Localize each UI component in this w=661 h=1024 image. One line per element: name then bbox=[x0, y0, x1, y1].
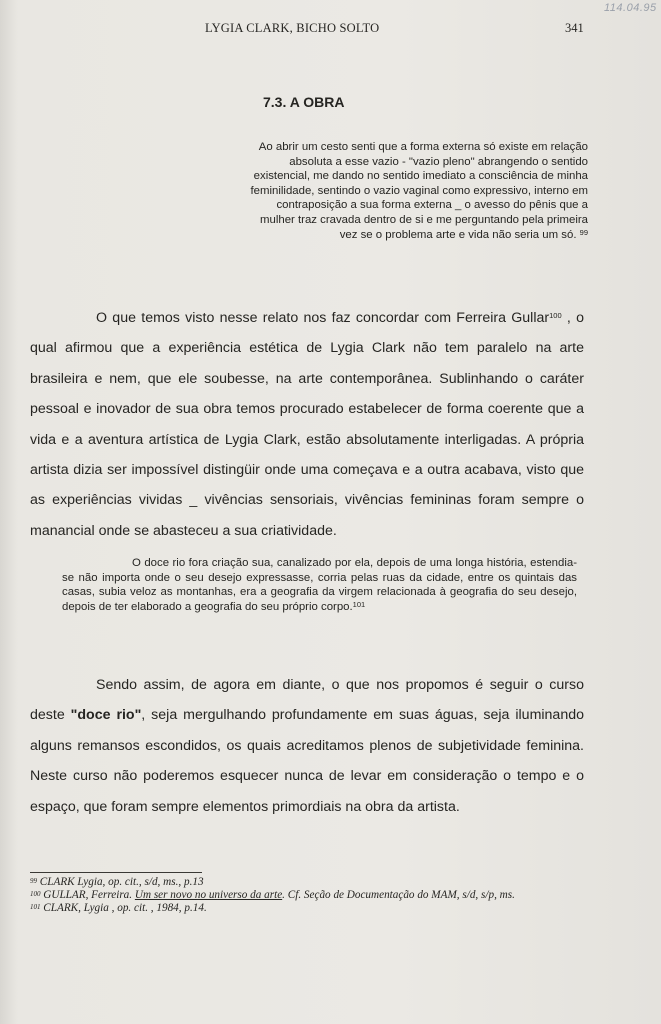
footnote-text-a: GULLAR, Ferreira. bbox=[43, 889, 135, 901]
running-header: LYGIA CLARK, BICHO SOLTO bbox=[205, 21, 380, 35]
page-number: 341 bbox=[565, 21, 584, 35]
footnote-divider bbox=[30, 872, 202, 873]
epigraph-text: Ao abrir um cesto senti que a forma externa só existe em relação absoluta a esse vazio - "vazio pleno" abrangendo o sentido existencial, me dando no sentido imediato a consciência de minha feminilidade, sentindo o vazio vaginal como expressivo, interno em contraposição a sua forma externa _ o avesso do pênis que a mulher traz cravada dentro de si e me perguntando pela primeira vez se o problema arte e vida não seria um só. bbox=[250, 141, 588, 241]
footnote-ref-100: 100 bbox=[549, 311, 562, 320]
footnote-number: 99 bbox=[30, 877, 37, 885]
emphasis-doce-rio: "doce rio" bbox=[70, 707, 142, 724]
block-quote-text: O doce rio fora criação sua, canalizado por ela, depois de uma longa história, estendia-se não importa onde o seu desejo expressasse, corria pelas ruas da cidade, entre os quintais das casas, subia veloz as montanhas, era a geografia da virgem relacionada à geografia do seu desejo, depois de ter elaborado a geografia do seu próprio corpo. bbox=[62, 557, 577, 613]
paragraph-1-text-b: , o qual afirmou que a experiência estética de Lygia Clark não tem paralelo na arte brasileira e nem, que ele soubesse, na arte contemporânea. Sublinhando o caráter pessoal e inovador de sua obra temos procurado estabelecer de forma coerente que a vida e a aventura artística de Lygia Clark, estão absolutamente interligadas. A própria artista dizia ser impossível distingüir onde uma começava e a outra acabava, visto que as experiências vividas _ vivências sensoriais, vivências femininas foram sempre o manancial onde se abasteceu a sua criatividade. bbox=[30, 310, 585, 539]
footnote-number: 101 bbox=[30, 903, 41, 911]
paragraph-2-text-b: , seja mergulhando profundamente em suas águas, seja iluminando alguns remansos escondidos, os quais acreditamos plenos de subjetividade feminina. Neste curso não poderemos esquecer nunca de levar em consideração o tempo e o espaço, que foram sempre elementos primordiais na obra da artista. bbox=[30, 707, 584, 815]
footnote-text: CLARK Lygia, op. cit., s/d, ms., p.13 bbox=[39, 876, 204, 888]
paragraph-1-text-a: O que temos visto nesse relato nos faz concordar com Ferreira Gullar bbox=[96, 310, 550, 326]
epigraph-quote bbox=[250, 140, 588, 242]
paragraph-2-text-a: Sendo assim, de agora em diante, o que nos propomos é seguir o curso deste bbox=[30, 677, 584, 724]
footnote-title: Um ser novo no universo da arte bbox=[134, 889, 283, 901]
footnote-99 bbox=[30, 876, 590, 889]
footnote-number: 100 bbox=[30, 890, 41, 898]
footnote-101 bbox=[30, 902, 590, 915]
footnote-ref-101: 101 bbox=[352, 599, 366, 609]
block-quote bbox=[62, 556, 577, 614]
footnote-ref-99: 99 bbox=[579, 227, 588, 237]
section-title: 7.3. A OBRA bbox=[263, 94, 345, 110]
body-paragraph-2 bbox=[30, 670, 584, 822]
pencil-annotation: 114.04.95 bbox=[604, 2, 657, 14]
footnote-text: CLARK, Lygia , op. cit. , 1984, p.14. bbox=[43, 902, 207, 914]
footnote-text-b: . Cf. Seção de Documentação do MAM, s/d, s/p, ms. bbox=[282, 889, 515, 901]
footnotes bbox=[30, 876, 590, 915]
footnote-100 bbox=[30, 889, 590, 902]
body-paragraph-1 bbox=[30, 303, 584, 546]
